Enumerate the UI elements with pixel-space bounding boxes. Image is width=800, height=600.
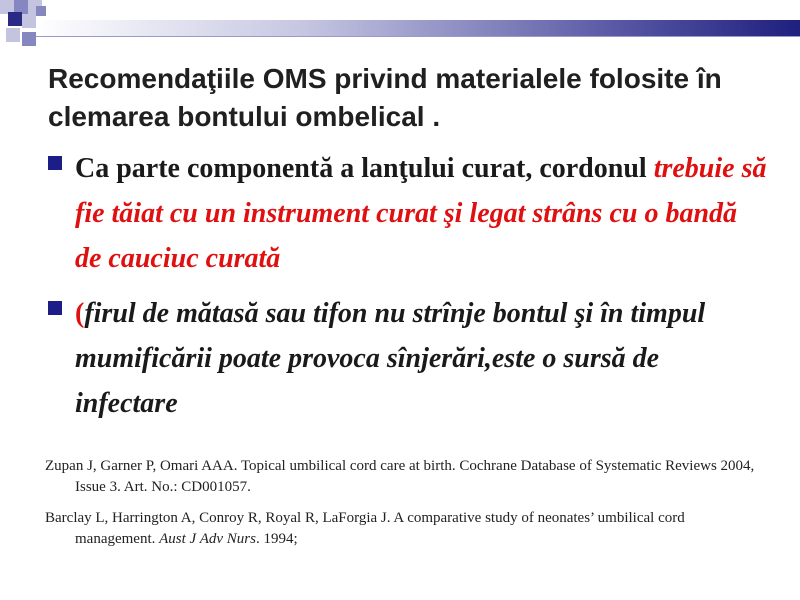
reference-item (45, 508, 760, 550)
bullet-emphasis-text: firul de mătasă sau tifon nu strînje bontul şi în timpul mumificării poate provoca sînjerări,este o sursă de infectare (75, 298, 706, 419)
slide-title: Recomendaţiile OMS privind materialele folosite în clemarea bontului ombelical . (48, 63, 722, 132)
bullet-item (48, 291, 768, 426)
square-bullet-icon (48, 301, 62, 315)
decor-square (36, 6, 46, 16)
bullet-text (75, 146, 768, 281)
decor-square (22, 14, 36, 28)
references (45, 456, 760, 560)
reference-text: Zupan J, Garner P, Omari AAA. Topical umbilical cord care at birth. Cochrane Database of Systematic Reviews 2004, Issue 3. Art. No.: CD001057. (45, 458, 755, 495)
decor-square (6, 28, 20, 42)
bullet-text (75, 291, 768, 426)
reference-journal: Aust J Adv Nurs (159, 531, 256, 547)
square-bullet-icon (48, 156, 62, 170)
reference-tail: . 1994; (255, 531, 298, 547)
header-divider (36, 36, 800, 37)
bullet-item (48, 146, 768, 281)
header-gradient-band (36, 20, 800, 36)
bullet-paren: ( (75, 298, 85, 329)
decor-square (8, 12, 22, 26)
bullet-plain-text: Ca parte componentă a lanţului curat, cordonul (75, 153, 654, 184)
bullet-list (48, 146, 768, 426)
bullet-emphasis-text: trebuie să fie tăiat cu un instrument curat şi legat strâns cu o bandă de cauciuc curată (75, 153, 767, 274)
reference-text: Barclay L, Harrington A, Conroy R, Royal R, LaForgia J. A comparative study of neonates’ umbilical cord management. (45, 510, 685, 547)
decor-square (22, 32, 36, 46)
reference-item (45, 456, 760, 498)
